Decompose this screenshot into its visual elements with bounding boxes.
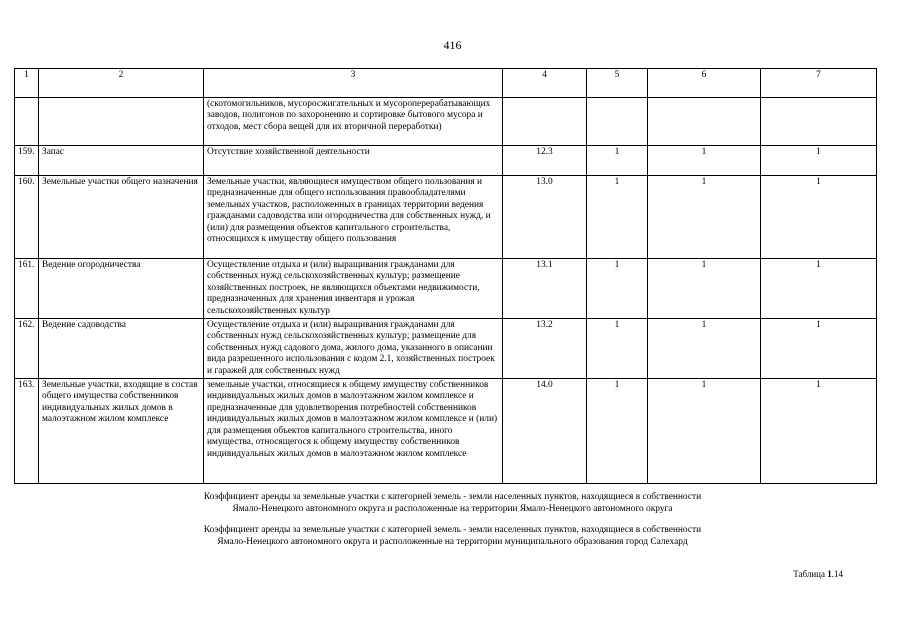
row-code — [503, 98, 587, 146]
row-name: Запас — [39, 146, 204, 176]
row-name: Ведение огородничества — [39, 259, 204, 319]
row-description: земельные участки, относящиеся к общему имуществу собственников индивидуальных жилых домов в малоэтажном жилом комплексе и предназначенные для удовлетворения потребностей собственников индивидуальных жилых домов в малоэтажном жилом комплексе и (или) для размещения объектов капитального строительства, иного имущества, относящегося к общему имуществу собственников индивидуальных жилых домов в малоэтажном жилом комплексе — [204, 379, 503, 484]
table-row — [15, 146, 877, 176]
row-col6: 1 — [648, 319, 761, 379]
table-row — [15, 379, 877, 484]
row-col6: 1 — [648, 379, 761, 484]
note-line: Коэффициент аренды за земельные участки с категорией земель - земли населенных пунктов, находящиеся в собственности — [203, 492, 702, 502]
row-col7: 1 — [761, 379, 877, 484]
row-col5 — [587, 98, 648, 146]
row-code: 13.0 — [503, 176, 587, 259]
table-row — [15, 98, 877, 146]
note-line: Ямало-Ненецкого автономного округа и расположенные на территории Ямало-Ненецкого автономного округа — [232, 503, 673, 514]
row-col7: 1 — [761, 146, 877, 176]
header-cell: 3 — [204, 69, 503, 98]
row-description: (скотомогильников, мусоросжигательных и мусороперерабатывающих заводов, полигонов по захоронению и сортировке бытового мусора и отходов, мест сбора вещей для их вторичной переработки) — [204, 98, 503, 146]
row-col5: 1 — [587, 146, 648, 176]
row-number — [15, 98, 39, 146]
header-cell: 7 — [761, 69, 877, 98]
row-number: 160. — [15, 176, 39, 259]
row-code: 12.3 — [503, 146, 587, 176]
row-description: Осуществление отдыха и (или) выращивания гражданами для собственных нужд сельскохозяйственных культур; размещение хозяйственных построек, не являющихся объектами недвижимости, предназначенных для хранения инвентаря и урожая сельскохозяйственных культур — [204, 259, 503, 319]
note-line: Коэффициент аренды за земельные участки с категорией земель - земли населенных пунктов, находящиеся в собственности — [203, 525, 702, 535]
row-col7: 1 — [761, 176, 877, 259]
row-number: 162. — [15, 319, 39, 379]
table-header-row — [15, 69, 877, 98]
header-cell: 2 — [39, 69, 204, 98]
row-col6 — [648, 98, 761, 146]
table-label-prefix: Таблица — [793, 569, 825, 579]
row-description: Осуществление отдыха и (или) выращивания гражданами для собственных нужд сельскохозяйственных культур; размещение для собственных нужд садового дома, жилого дома, указанного в описании вида разрешенного использования с кодом 2.1, хозяйственных построек и гаражей для собственных нужд — [204, 319, 503, 379]
row-col5: 1 — [587, 319, 648, 379]
table-label-number-bold: 1 — [827, 569, 832, 579]
row-description: Отсутствие хозяйственной деятельности — [204, 146, 503, 176]
header-cell: 5 — [587, 69, 648, 98]
row-number: 159. — [15, 146, 39, 176]
land-use-table — [14, 68, 877, 484]
table-label — [793, 569, 843, 579]
row-col6: 1 — [648, 176, 761, 259]
row-name — [39, 98, 204, 146]
header-cell: 6 — [648, 69, 761, 98]
row-col6: 1 — [648, 259, 761, 319]
row-col5: 1 — [587, 379, 648, 484]
row-name: Земельные участки, входящие в состав общего имущества собственников индивидуальных жилых домов в малоэтажном жилом комплексе — [39, 379, 204, 484]
rental-coefficient-note — [0, 525, 905, 548]
row-col5: 1 — [587, 176, 648, 259]
row-code: 14.0 — [503, 379, 587, 484]
row-code: 13.1 — [503, 259, 587, 319]
header-cell: 1 — [15, 69, 39, 98]
row-col5: 1 — [587, 259, 648, 319]
table-row — [15, 259, 877, 319]
table-row — [15, 176, 877, 259]
row-number: 163. — [15, 379, 39, 484]
row-col7 — [761, 98, 877, 146]
header-cell: 4 — [503, 69, 587, 98]
row-col7: 1 — [761, 319, 877, 379]
row-name: Земельные участки общего назначения — [39, 176, 204, 259]
row-description: Земельные участки, являющиеся имуществом общего пользования и предназначенные для общего использования правообладателями земельных участков, расположенных в границах территории ведения гражданами садоводства или огородничества для собственных нужд, и (или) для размещения объектов капитального строительства, относящихся к имуществу общего пользования — [204, 176, 503, 259]
page-number: 416 — [443, 38, 462, 52]
row-col6: 1 — [648, 146, 761, 176]
row-code: 13.2 — [503, 319, 587, 379]
row-col7: 1 — [761, 259, 877, 319]
note-line: Ямало-Ненецкого автономного округа и расположенные на территории муниципального образования город Салехард — [217, 536, 688, 547]
rental-coefficient-note — [0, 492, 905, 515]
row-name: Ведение садоводства — [39, 319, 204, 379]
table-row — [15, 319, 877, 379]
table-label-number-rest: .14 — [831, 569, 843, 579]
row-number: 161. — [15, 259, 39, 319]
